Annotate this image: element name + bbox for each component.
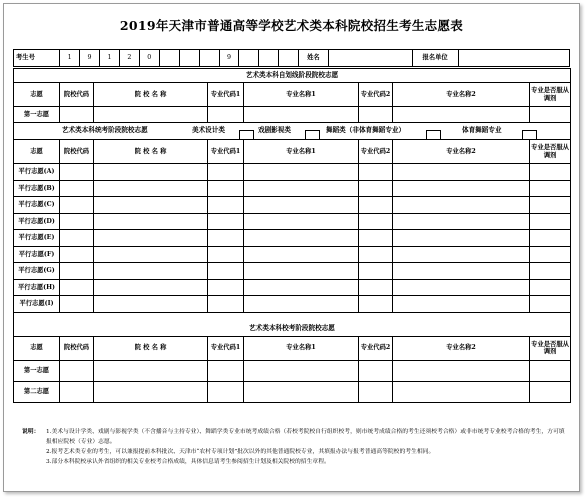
cell[interactable] — [94, 230, 208, 247]
cell[interactable] — [393, 381, 530, 402]
col-major-name-2: 专业名称2 — [393, 83, 530, 107]
exam-digit[interactable]: 2 — [119, 50, 139, 67]
col-major-code-2: 专业代码2 — [359, 83, 393, 107]
cell[interactable] — [244, 213, 359, 230]
cell[interactable] — [94, 360, 208, 381]
section2-header: 艺术类本科统考阶段院校志愿 — [62, 126, 148, 134]
cell[interactable] — [359, 263, 393, 280]
col-adjust: 专业是否服从调剂 — [530, 336, 571, 360]
row-label: 平行志愿(G) — [14, 263, 60, 280]
col-volunteer: 志愿 — [14, 140, 60, 164]
cell[interactable] — [60, 279, 94, 296]
cell[interactable] — [208, 230, 244, 247]
cell[interactable] — [359, 164, 393, 181]
candidate-info-table — [13, 49, 570, 67]
cell[interactable] — [60, 213, 94, 230]
exam-digit[interactable] — [259, 50, 279, 67]
cell[interactable] — [94, 164, 208, 181]
cell[interactable] — [244, 164, 359, 181]
cell[interactable] — [244, 381, 359, 402]
exam-digit[interactable]: 9 — [219, 50, 239, 67]
cell[interactable] — [244, 246, 359, 263]
col-major-name-1: 专业名称1 — [244, 336, 359, 360]
cell[interactable] — [244, 279, 359, 296]
cell[interactable] — [208, 263, 244, 280]
cell[interactable] — [393, 197, 530, 214]
cell[interactable] — [244, 107, 359, 123]
cell[interactable] — [244, 296, 359, 313]
row-label: 平行志愿(B) — [14, 180, 60, 197]
cell[interactable] — [208, 296, 244, 313]
cell[interactable] — [530, 279, 571, 296]
unit-label: 报名单位 — [412, 50, 458, 67]
form-title: 2019年天津市普通高等学校艺术类本科院校招生考生志愿表 — [119, 18, 464, 33]
row-label: 平行志愿(F) — [14, 246, 60, 263]
cell[interactable] — [94, 180, 208, 197]
col-major-name-1: 专业名称1 — [244, 83, 359, 107]
cell[interactable] — [393, 279, 530, 296]
col-major-name-2: 专业名称2 — [393, 140, 530, 164]
col-major-name-2: 专业名称2 — [393, 336, 530, 360]
cell[interactable] — [393, 213, 530, 230]
cell[interactable] — [208, 180, 244, 197]
cell[interactable] — [530, 164, 571, 181]
cell[interactable] — [393, 263, 530, 280]
category-dance-label: 舞蹈类（非体育舞蹈专业） — [326, 126, 406, 134]
cell[interactable] — [359, 246, 393, 263]
cell[interactable] — [60, 230, 94, 247]
cell[interactable] — [244, 360, 359, 381]
category-art-design-label: 美术设计类 — [192, 126, 225, 134]
exam-digit[interactable] — [239, 50, 259, 67]
cell[interactable] — [208, 213, 244, 230]
cell[interactable] — [208, 360, 244, 381]
cell[interactable] — [393, 246, 530, 263]
exam-digit[interactable]: 0 — [139, 50, 159, 67]
note-1-text: 1.美术与设计学类、戏剧与影视学类（不含播音与主持专业）、舞蹈学类专业市统考成绩合格（若校考院校自行组织校考，则市统考成绩合格的考生还须校考合格）或非市统考专业校考合格的考生，方可填报相应院校（专业）志愿。 — [46, 429, 565, 445]
cell[interactable] — [94, 213, 208, 230]
cell[interactable] — [530, 180, 571, 197]
cell[interactable] — [393, 164, 530, 181]
unit-field[interactable] — [458, 50, 569, 67]
cell[interactable] — [530, 360, 571, 381]
notes — [22, 427, 570, 467]
cell[interactable] — [530, 230, 571, 247]
category-sport-dance-label: 体育舞蹈专业 — [462, 126, 502, 134]
cell[interactable] — [393, 230, 530, 247]
exam-digit[interactable] — [179, 50, 199, 67]
col-major-name-1: 专业名称1 — [244, 140, 359, 164]
cell[interactable] — [530, 263, 571, 280]
notes-lead: 说明： — [22, 429, 40, 435]
section1-header: 艺术类本科自划线阶段院校志愿 — [14, 69, 571, 83]
category-drama-label: 戏剧影视类 — [258, 126, 291, 134]
cell[interactable] — [60, 180, 94, 197]
row-label: 平行志愿(I) — [14, 296, 60, 313]
row-label: 第一志愿 — [14, 360, 60, 381]
cell[interactable] — [94, 279, 208, 296]
cell[interactable] — [208, 381, 244, 402]
cell[interactable] — [359, 213, 393, 230]
cell[interactable] — [359, 360, 393, 381]
note-3-text: 3.部分本科院校承认外省组织的相关专业校考合格成绩，具体信息请考生参阅招生计划及相关院校的招生章程。 — [46, 459, 330, 465]
col-school-name: 院 校 名 称 — [94, 140, 208, 164]
cell[interactable] — [244, 230, 359, 247]
cell[interactable] — [393, 107, 530, 123]
note-2 — [22, 447, 570, 457]
exam-number-label: 考生号 — [14, 50, 60, 67]
cell[interactable] — [393, 360, 530, 381]
col-major-code-1: 专业代码1 — [208, 140, 244, 164]
cell[interactable] — [530, 213, 571, 230]
cell[interactable] — [208, 246, 244, 263]
name-field[interactable] — [328, 50, 412, 67]
row-label: 平行志愿(C) — [14, 197, 60, 214]
cell[interactable] — [359, 107, 393, 123]
exam-digit[interactable] — [199, 50, 219, 67]
cell[interactable] — [530, 246, 571, 263]
cell[interactable] — [60, 197, 94, 214]
col-volunteer: 志愿 — [14, 83, 60, 107]
col-school-name: 院 校 名 称 — [94, 336, 208, 360]
cell[interactable] — [94, 296, 208, 313]
cell[interactable] — [94, 263, 208, 280]
row-label: 平行志愿(H) — [14, 279, 60, 296]
form-page — [3, 3, 580, 492]
note-1 — [22, 427, 570, 447]
cell[interactable] — [244, 197, 359, 214]
cell[interactable] — [208, 197, 244, 214]
cell[interactable] — [393, 180, 530, 197]
cell[interactable] — [94, 107, 208, 123]
cell[interactable] — [208, 164, 244, 181]
section3-header: 艺术类本科校考阶段院校志愿 — [14, 322, 571, 336]
cell[interactable] — [359, 180, 393, 197]
section2-header-row — [14, 123, 571, 140]
cell[interactable] — [60, 360, 94, 381]
row-label: 平行志愿(E) — [14, 230, 60, 247]
col-volunteer: 志愿 — [14, 336, 60, 360]
col-school-code: 院校代码 — [60, 140, 94, 164]
note-3 — [22, 457, 570, 467]
col-adjust: 专业是否服从调剂 — [530, 140, 571, 164]
exam-digit[interactable]: 9 — [80, 50, 100, 67]
col-school-code: 院校代码 — [60, 336, 94, 360]
cell[interactable] — [60, 107, 94, 123]
section-spacer — [14, 312, 571, 322]
cell[interactable] — [94, 381, 208, 402]
col-major-code-1: 专业代码1 — [208, 83, 244, 107]
cell[interactable] — [359, 296, 393, 313]
cell[interactable] — [530, 381, 571, 402]
col-major-code-2: 专业代码2 — [359, 336, 393, 360]
cell[interactable] — [60, 296, 94, 313]
cell[interactable] — [60, 263, 94, 280]
row-label: 第一志愿 — [14, 107, 60, 123]
exam-digit[interactable] — [279, 50, 299, 67]
volunteer-table — [13, 68, 571, 403]
cell[interactable] — [359, 197, 393, 214]
col-school-name: 院 校 名 称 — [94, 83, 208, 107]
cell[interactable] — [94, 246, 208, 263]
cell[interactable] — [359, 279, 393, 296]
cell[interactable] — [60, 246, 94, 263]
row-label: 平行志愿(A) — [14, 164, 60, 181]
cell[interactable] — [530, 197, 571, 214]
cell[interactable] — [244, 180, 359, 197]
col-adjust: 专业是否服从调剂 — [530, 83, 571, 107]
note-2-text: 2.报考艺术类专业的考生，可以兼报提前本科批次、天津市“农村专项计划”批次以外的其他普通院校专业，其填报办法与报考普通高等院校的考生相同。 — [46, 449, 435, 455]
cell[interactable] — [244, 263, 359, 280]
name-label: 姓名 — [299, 50, 328, 67]
exam-digit[interactable]: 1 — [100, 50, 120, 67]
cell[interactable] — [530, 296, 571, 313]
row-label: 第二志愿 — [14, 381, 60, 402]
cell[interactable] — [208, 279, 244, 296]
exam-digit[interactable]: 1 — [60, 50, 80, 67]
cell[interactable] — [359, 381, 393, 402]
exam-digit[interactable] — [159, 50, 179, 67]
row-label: 平行志愿(D) — [14, 213, 60, 230]
cell[interactable] — [359, 230, 393, 247]
cell[interactable] — [208, 107, 244, 123]
col-major-code-2: 专业代码2 — [359, 140, 393, 164]
cell[interactable] — [60, 164, 94, 181]
col-school-code: 院校代码 — [60, 83, 94, 107]
cell[interactable] — [94, 197, 208, 214]
cell[interactable] — [60, 381, 94, 402]
cell[interactable] — [393, 296, 530, 313]
col-major-code-1: 专业代码1 — [208, 336, 244, 360]
cell[interactable] — [530, 107, 571, 123]
